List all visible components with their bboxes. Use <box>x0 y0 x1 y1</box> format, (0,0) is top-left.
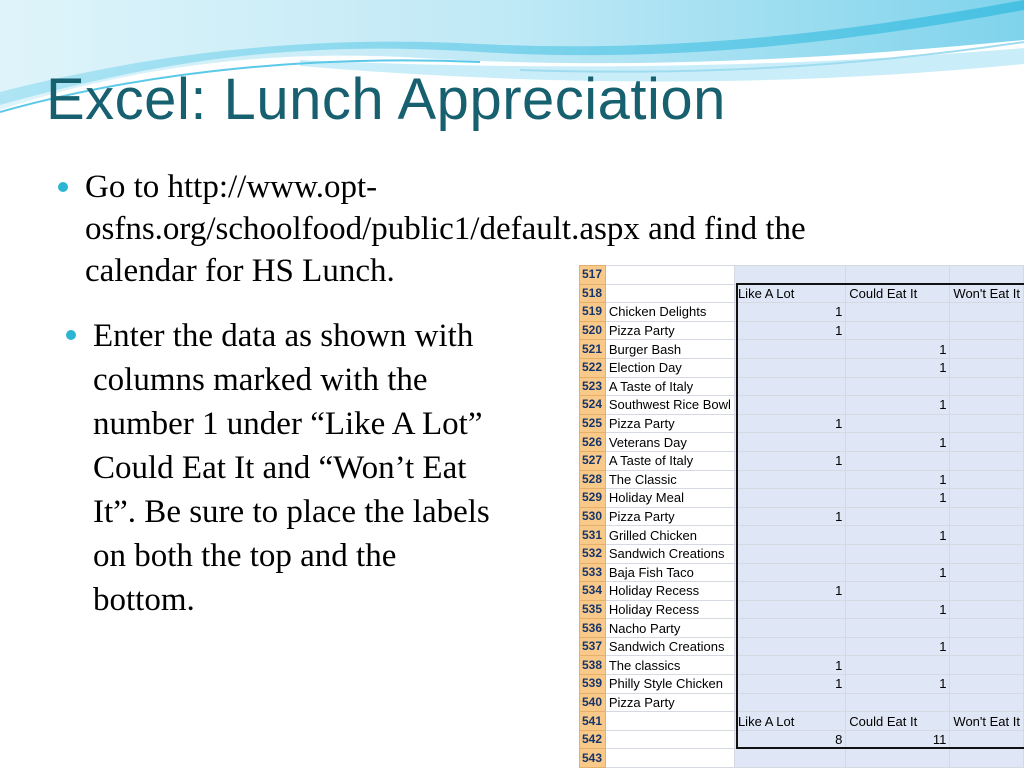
row-number[interactable] <box>580 433 606 452</box>
could-eat-it-cell-text: Could Eat It <box>849 285 918 301</box>
table-row <box>580 321 1024 340</box>
table-row <box>580 340 1024 359</box>
menu-item-cell-text: Burger Bash <box>608 341 682 357</box>
url-part1[interactable]: http://www.opt- <box>167 169 378 205</box>
could-eat-it-cell-text: 1 <box>939 490 947 506</box>
bullet1-tail-part2: calendar for HS Lunch. <box>85 253 395 289</box>
like-a-lot-cell[interactable] <box>734 712 845 731</box>
menu-item-cell-text: Philly Style Chicken <box>608 676 723 692</box>
bullet-dot-icon <box>58 182 68 192</box>
menu-item-cell[interactable] <box>605 470 734 489</box>
row-number[interactable] <box>580 507 606 526</box>
row-number-text: 543 <box>582 750 603 765</box>
wont-eat-it-cell[interactable] <box>950 451 1024 470</box>
row-number[interactable] <box>580 470 606 489</box>
could-eat-it-cell-text: 1 <box>939 601 947 617</box>
wont-eat-it-cell[interactable] <box>950 433 1024 452</box>
row-number[interactable] <box>580 451 606 470</box>
menu-item-cell[interactable] <box>605 358 734 377</box>
bullet-dot-icon <box>66 330 76 340</box>
could-eat-it-cell[interactable] <box>846 619 950 638</box>
row-number-text: 533 <box>582 564 603 579</box>
menu-item-cell-text: Nacho Party <box>608 620 681 636</box>
could-eat-it-cell-text: 1 <box>939 360 947 376</box>
like-a-lot-cell[interactable] <box>734 489 845 508</box>
menu-item-cell-text: Holiday Recess <box>608 583 700 599</box>
menu-item-cell-text: The Classic <box>608 471 677 487</box>
menu-item-cell[interactable] <box>605 563 734 582</box>
like-a-lot-cell[interactable] <box>734 284 845 303</box>
wont-eat-it-cell[interactable] <box>950 544 1024 563</box>
row-number-text: 538 <box>582 657 603 672</box>
menu-item-cell[interactable] <box>605 340 734 359</box>
table-row <box>580 470 1024 489</box>
row-number[interactable] <box>580 358 606 377</box>
bullet2-line: on both the top and the <box>93 538 397 574</box>
menu-item-cell-text: Holiday Recess <box>608 601 700 617</box>
could-eat-it-cell[interactable] <box>846 414 950 433</box>
could-eat-it-cell-text: 1 <box>939 434 947 450</box>
row-number[interactable] <box>580 563 606 582</box>
menu-item-cell[interactable] <box>605 637 734 656</box>
row-number[interactable] <box>580 619 606 638</box>
row-number-text: 529 <box>582 490 603 505</box>
menu-item-cell-text: A Taste of Italy <box>608 453 694 469</box>
like-a-lot-cell-text: 1 <box>835 676 843 692</box>
row-number-text: 525 <box>582 416 603 431</box>
menu-item-cell[interactable] <box>605 675 734 694</box>
row-number-text: 518 <box>582 285 603 300</box>
table-row <box>580 377 1024 396</box>
row-number[interactable] <box>580 526 606 545</box>
row-number[interactable] <box>580 749 606 768</box>
could-eat-it-cell-text: 1 <box>939 676 947 692</box>
table-row <box>580 526 1024 545</box>
row-number-text: 521 <box>582 341 603 356</box>
like-a-lot-cell[interactable] <box>734 414 845 433</box>
table-row <box>580 358 1024 377</box>
menu-item-cell[interactable] <box>605 284 734 303</box>
table-row <box>580 396 1024 415</box>
menu-item-cell-text: Pizza Party <box>608 323 675 339</box>
menu-item-cell[interactable] <box>605 730 734 749</box>
like-a-lot-cell[interactable] <box>734 637 845 656</box>
menu-item-cell[interactable] <box>605 451 734 470</box>
table-row <box>580 303 1024 322</box>
row-number[interactable] <box>580 730 606 749</box>
row-number[interactable] <box>580 414 606 433</box>
menu-item-cell[interactable] <box>605 321 734 340</box>
like-a-lot-cell[interactable] <box>734 600 845 619</box>
could-eat-it-cell[interactable] <box>846 656 950 675</box>
row-number-text: 530 <box>582 509 603 524</box>
spreadsheet-screenshot <box>579 265 1024 768</box>
table-row <box>580 675 1024 694</box>
menu-item-cell[interactable] <box>605 619 734 638</box>
row-number[interactable] <box>580 284 606 303</box>
row-number-text: 527 <box>582 453 603 468</box>
row-number[interactable] <box>580 266 606 285</box>
slide-title: Excel: Lunch Appreciation <box>46 67 726 132</box>
like-a-lot-cell[interactable] <box>734 544 845 563</box>
row-number-text: 520 <box>582 323 603 338</box>
row-number[interactable] <box>580 377 606 396</box>
like-a-lot-cell[interactable] <box>734 507 845 526</box>
wont-eat-it-cell-text: Won't Eat It <box>953 285 1020 301</box>
wont-eat-it-cell[interactable] <box>950 730 1024 749</box>
menu-item-cell-text: Pizza Party <box>608 416 675 432</box>
could-eat-it-cell-text: Could Eat It <box>849 713 918 729</box>
wont-eat-it-cell[interactable] <box>950 693 1024 712</box>
like-a-lot-cell-text: 1 <box>835 304 843 320</box>
could-eat-it-cell[interactable] <box>846 637 950 656</box>
menu-item-cell-text: Baja Fish Taco <box>608 564 694 580</box>
menu-item-cell[interactable] <box>605 489 734 508</box>
table-row <box>580 656 1024 675</box>
row-number[interactable] <box>580 637 606 656</box>
like-a-lot-cell[interactable] <box>734 730 845 749</box>
table-row <box>580 619 1024 638</box>
row-number-text: 541 <box>582 713 603 728</box>
row-number[interactable] <box>580 544 606 563</box>
could-eat-it-cell[interactable] <box>846 284 950 303</box>
like-a-lot-cell-text: Like A Lot <box>737 713 795 729</box>
menu-item-cell-text: The classics <box>608 657 681 673</box>
like-a-lot-cell[interactable] <box>734 340 845 359</box>
could-eat-it-cell[interactable] <box>846 600 950 619</box>
menu-item-cell-text: Holiday Meal <box>608 490 684 506</box>
row-number-text: 528 <box>582 471 603 486</box>
table-row <box>580 284 1024 303</box>
row-number[interactable] <box>580 693 606 712</box>
could-eat-it-cell[interactable] <box>846 749 950 768</box>
like-a-lot-cell[interactable] <box>734 321 845 340</box>
could-eat-it-cell-text: 1 <box>939 527 947 543</box>
could-eat-it-cell[interactable] <box>846 526 950 545</box>
like-a-lot-cell[interactable] <box>734 470 845 489</box>
could-eat-it-cell-text: 11 <box>932 732 947 748</box>
table-row <box>580 451 1024 470</box>
menu-item-cell[interactable] <box>605 656 734 675</box>
like-a-lot-cell[interactable] <box>734 675 845 694</box>
row-number-text: 535 <box>582 601 603 616</box>
like-a-lot-cell-text: 1 <box>835 416 843 432</box>
menu-item-cell[interactable] <box>605 266 734 285</box>
wont-eat-it-cell[interactable] <box>950 303 1024 322</box>
bullet2-line: columns marked with the <box>93 362 428 398</box>
table-row <box>580 266 1024 285</box>
could-eat-it-cell[interactable] <box>846 340 950 359</box>
could-eat-it-cell[interactable] <box>846 712 950 731</box>
menu-item-cell-text: Chicken Delights <box>608 304 707 320</box>
wont-eat-it-cell[interactable] <box>950 675 1024 694</box>
bullet1-lead: Go to <box>85 169 168 205</box>
could-eat-it-cell[interactable] <box>846 358 950 377</box>
menu-item-cell-text: Grilled Chicken <box>608 527 697 543</box>
could-eat-it-cell[interactable] <box>846 303 950 322</box>
lunch-table <box>579 265 1024 768</box>
like-a-lot-cell[interactable] <box>734 266 845 285</box>
row-number-text: 537 <box>582 639 603 654</box>
menu-item-cell[interactable] <box>605 377 734 396</box>
table-row <box>580 507 1024 526</box>
row-number[interactable] <box>580 340 606 359</box>
could-eat-it-cell-text: 1 <box>939 639 947 655</box>
row-number[interactable] <box>580 656 606 675</box>
wont-eat-it-cell[interactable] <box>950 582 1024 601</box>
could-eat-it-cell[interactable] <box>846 693 950 712</box>
like-a-lot-cell[interactable] <box>734 396 845 415</box>
could-eat-it-cell[interactable] <box>846 396 950 415</box>
table-row <box>580 563 1024 582</box>
url-part2[interactable]: osfns.org/schoolfood/public1/default.aspx <box>85 211 640 247</box>
wont-eat-it-cell[interactable] <box>950 377 1024 396</box>
menu-item-cell[interactable] <box>605 303 734 322</box>
like-a-lot-cell-text: 1 <box>835 583 843 599</box>
like-a-lot-cell[interactable] <box>734 526 845 545</box>
like-a-lot-cell[interactable] <box>734 582 845 601</box>
row-number-text: 540 <box>582 694 603 709</box>
could-eat-it-cell[interactable] <box>846 266 950 285</box>
wont-eat-it-cell[interactable] <box>950 266 1024 285</box>
wont-eat-it-cell[interactable] <box>950 600 1024 619</box>
menu-item-cell[interactable] <box>605 582 734 601</box>
could-eat-it-cell[interactable] <box>846 544 950 563</box>
wont-eat-it-cell[interactable] <box>950 507 1024 526</box>
table-row <box>580 712 1024 731</box>
could-eat-it-cell-text: 1 <box>939 564 947 580</box>
wont-eat-it-cell[interactable] <box>950 712 1024 731</box>
wont-eat-it-cell[interactable] <box>950 414 1024 433</box>
menu-item-cell[interactable] <box>605 414 734 433</box>
menu-item-cell-text: Sandwich Creations <box>608 546 725 562</box>
menu-item-cell[interactable] <box>605 749 734 768</box>
wont-eat-it-cell[interactable] <box>950 526 1024 545</box>
like-a-lot-cell[interactable] <box>734 377 845 396</box>
row-number[interactable] <box>580 582 606 601</box>
row-number[interactable] <box>580 489 606 508</box>
could-eat-it-cell[interactable] <box>846 730 950 749</box>
like-a-lot-cell-text: 1 <box>835 323 843 339</box>
bullet-enter-data <box>93 314 563 622</box>
wont-eat-it-cell[interactable] <box>950 563 1024 582</box>
could-eat-it-cell[interactable] <box>846 507 950 526</box>
like-a-lot-cell[interactable] <box>734 433 845 452</box>
like-a-lot-cell[interactable] <box>734 619 845 638</box>
table-row <box>580 749 1024 768</box>
like-a-lot-cell[interactable] <box>734 358 845 377</box>
like-a-lot-cell-text: 8 <box>835 732 843 748</box>
row-number-text: 526 <box>582 434 603 449</box>
could-eat-it-cell[interactable] <box>846 470 950 489</box>
wont-eat-it-cell[interactable] <box>950 489 1024 508</box>
could-eat-it-cell[interactable] <box>846 563 950 582</box>
menu-item-cell[interactable] <box>605 396 734 415</box>
row-number-text: 531 <box>582 527 603 542</box>
row-number-text: 536 <box>582 620 603 635</box>
like-a-lot-cell[interactable] <box>734 563 845 582</box>
like-a-lot-cell-text: 1 <box>835 657 843 673</box>
could-eat-it-cell[interactable] <box>846 377 950 396</box>
wont-eat-it-cell[interactable] <box>950 340 1024 359</box>
row-number-text: 539 <box>582 676 603 691</box>
table-row <box>580 730 1024 749</box>
menu-item-cell-text: Election Day <box>608 360 682 376</box>
like-a-lot-cell-text: 1 <box>835 509 843 525</box>
table-row <box>580 489 1024 508</box>
bullet2-line: Enter the data as shown with <box>93 318 474 354</box>
bullet2-line: Could Eat It and “Won’t Eat <box>93 450 467 486</box>
could-eat-it-cell[interactable] <box>846 582 950 601</box>
menu-item-cell[interactable] <box>605 433 734 452</box>
table-row <box>580 433 1024 452</box>
wont-eat-it-cell[interactable] <box>950 396 1024 415</box>
could-eat-it-cell-text: 1 <box>939 471 947 487</box>
menu-item-cell[interactable] <box>605 693 734 712</box>
like-a-lot-cell[interactable] <box>734 451 845 470</box>
wont-eat-it-cell[interactable] <box>950 656 1024 675</box>
table-row <box>580 693 1024 712</box>
row-number-text: 542 <box>582 732 603 747</box>
could-eat-it-cell[interactable] <box>846 321 950 340</box>
row-number-text: 519 <box>582 304 603 319</box>
row-number[interactable] <box>580 600 606 619</box>
like-a-lot-cell-text: 1 <box>835 453 843 469</box>
wont-eat-it-cell[interactable] <box>950 749 1024 768</box>
like-a-lot-cell-text: Like A Lot <box>737 285 795 301</box>
wont-eat-it-cell[interactable] <box>950 637 1024 656</box>
table-row <box>580 544 1024 563</box>
table-row <box>580 637 1024 656</box>
wont-eat-it-cell[interactable] <box>950 470 1024 489</box>
could-eat-it-cell[interactable] <box>846 675 950 694</box>
wont-eat-it-cell-text: Won't Eat It <box>953 713 1020 729</box>
could-eat-it-cell-text: 1 <box>939 341 947 357</box>
like-a-lot-cell[interactable] <box>734 749 845 768</box>
row-number-text: 532 <box>582 546 603 561</box>
menu-item-cell[interactable] <box>605 712 734 731</box>
row-number-text: 534 <box>582 583 603 598</box>
row-number[interactable] <box>580 712 606 731</box>
menu-item-cell-text: Sandwich Creations <box>608 639 725 655</box>
bullet2-line: It”. Be sure to place the labels <box>93 494 490 530</box>
wont-eat-it-cell[interactable] <box>950 619 1024 638</box>
menu-item-cell-text: A Taste of Italy <box>608 378 694 394</box>
menu-item-cell[interactable] <box>605 526 734 545</box>
row-number-text: 517 <box>582 267 603 282</box>
row-number[interactable] <box>580 396 606 415</box>
table-row <box>580 582 1024 601</box>
bullet2-line: bottom. <box>93 582 195 618</box>
menu-item-cell[interactable] <box>605 544 734 563</box>
bullet1-tail-part1: and find the <box>639 211 806 247</box>
menu-item-cell[interactable] <box>605 507 734 526</box>
menu-item-cell[interactable] <box>605 600 734 619</box>
could-eat-it-cell[interactable] <box>846 451 950 470</box>
menu-item-cell-text: Pizza Party <box>608 509 675 525</box>
bullet2-line: number 1 under “Like A Lot” <box>93 406 483 442</box>
row-number[interactable] <box>580 321 606 340</box>
row-number-text: 522 <box>582 360 603 375</box>
table-row <box>580 414 1024 433</box>
menu-item-cell-text: Pizza Party <box>608 694 675 710</box>
row-number[interactable] <box>580 675 606 694</box>
like-a-lot-cell[interactable] <box>734 693 845 712</box>
menu-item-cell-text: Southwest Rice Bowl <box>608 397 731 413</box>
could-eat-it-cell[interactable] <box>846 489 950 508</box>
row-number-text: 523 <box>582 378 603 393</box>
row-number-text: 524 <box>582 397 603 412</box>
wont-eat-it-cell[interactable] <box>950 358 1024 377</box>
could-eat-it-cell-text: 1 <box>939 397 947 413</box>
table-row <box>580 600 1024 619</box>
row-number[interactable] <box>580 303 606 322</box>
could-eat-it-cell[interactable] <box>846 433 950 452</box>
like-a-lot-cell[interactable] <box>734 303 845 322</box>
like-a-lot-cell[interactable] <box>734 656 845 675</box>
wont-eat-it-cell[interactable] <box>950 284 1024 303</box>
wont-eat-it-cell[interactable] <box>950 321 1024 340</box>
menu-item-cell-text: Veterans Day <box>608 434 687 450</box>
